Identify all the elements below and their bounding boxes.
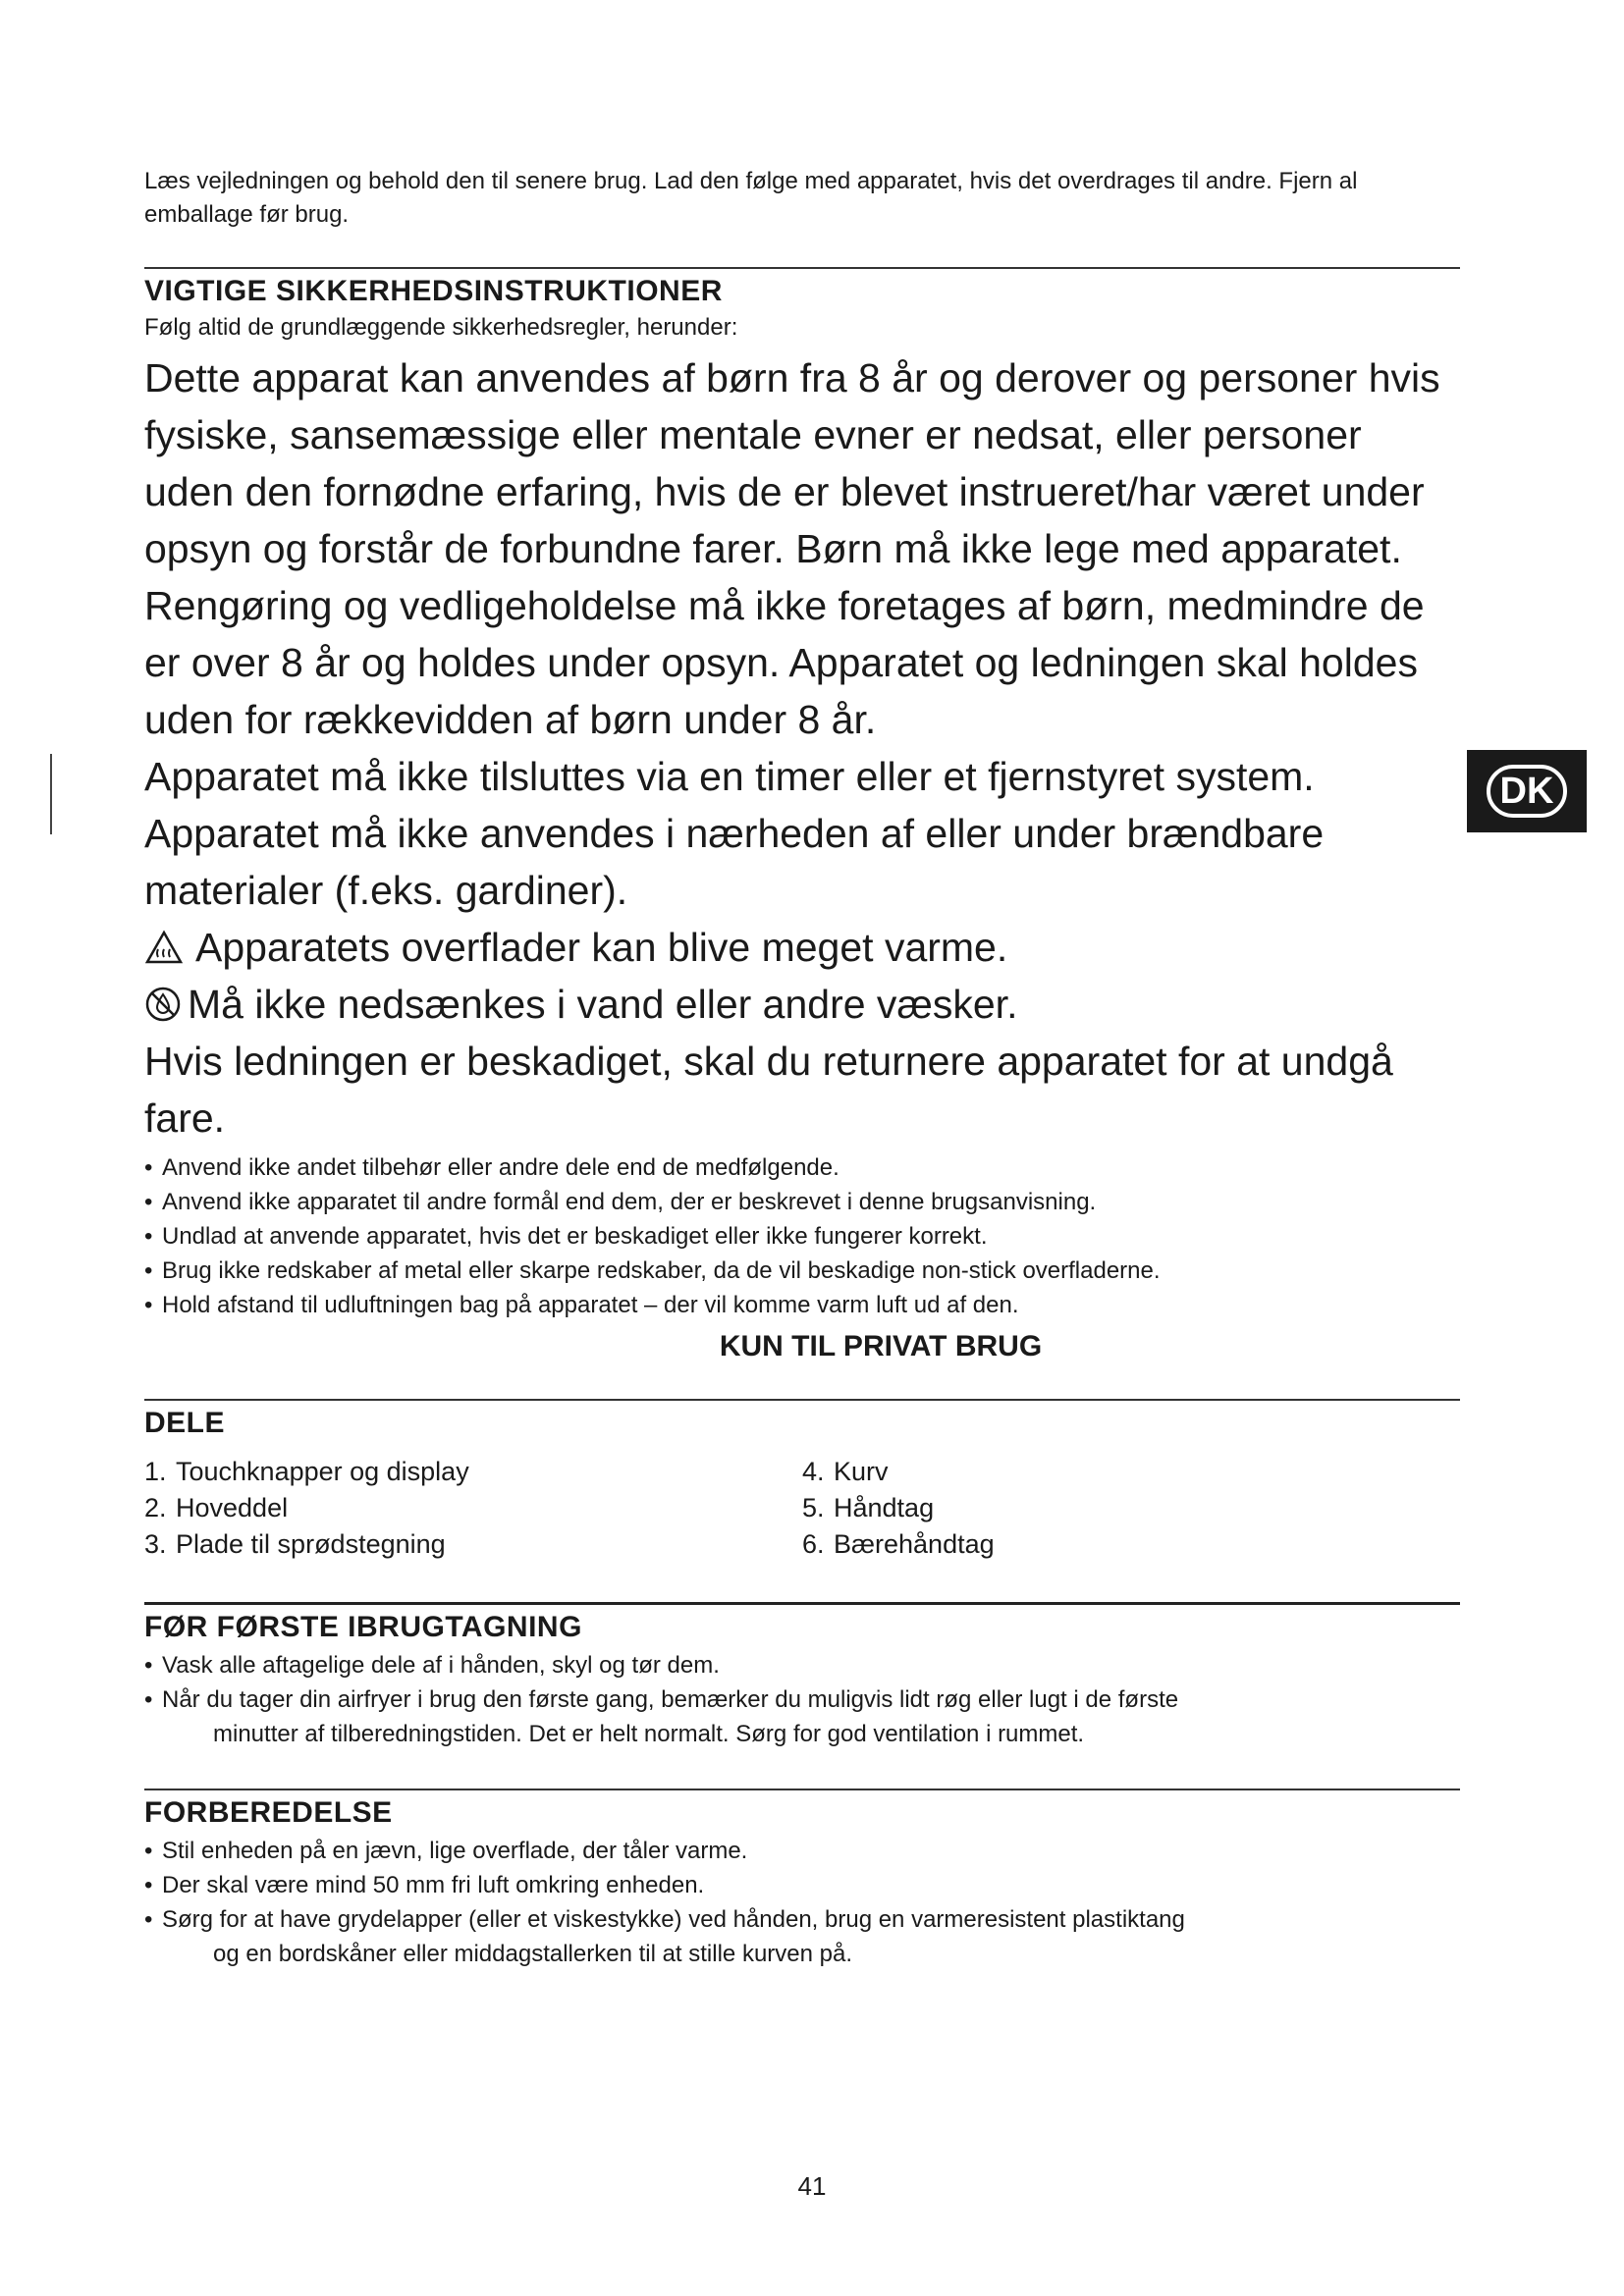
divider — [144, 1602, 1460, 1605]
divider — [144, 1399, 1460, 1401]
hot-surface-warning — [144, 919, 1460, 976]
item-number: 3. — [144, 1529, 167, 1559]
page-number: 41 — [797, 2171, 827, 2201]
first-use-heading: FØR FØRSTE IBRUGTAGNING — [144, 1611, 582, 1643]
item-number: 4. — [802, 1457, 825, 1486]
manual-page — [144, 165, 1460, 1971]
intro-text: Læs vejledningen og behold den til senere brug. Lad den følge med apparatet, hvis det overdrages til andre. Fjern al emballage før brug. — [144, 168, 1358, 228]
item-number: 6. — [802, 1529, 825, 1559]
safety-subtitle: Følg altid de grundlæggende sikkerhedsregler, herunder: — [144, 314, 738, 341]
list-item-text: Sørg for at have grydelapper (eller et viskestykke) ved hånden, brug en varmeresistent plastiktang — [162, 1906, 1185, 1933]
item-number: 1. — [144, 1457, 167, 1486]
item-label: Kurv — [834, 1457, 889, 1486]
hot-surface-text: Apparatets overflader kan blive meget varme. — [195, 925, 1008, 970]
parts-column — [144, 1454, 802, 1563]
parts-list — [144, 1454, 1460, 1563]
list-item-continuation: minutter af tilberedningstiden. Det er helt normalt. Sørg for god ventilation i rummet. — [213, 1721, 1085, 1747]
safety-paragraph: Apparatet må ikke tilsluttes via en timer eller et fjernstyret system. — [144, 754, 1315, 799]
list-item — [144, 1490, 802, 1526]
item-label: Touchknapper og display — [176, 1457, 469, 1486]
list-item: • Der skal være mind 50 mm fri luft omkring enheden. — [144, 1868, 1460, 1902]
language-badge: DK — [1487, 765, 1568, 818]
list-item — [144, 1526, 802, 1563]
list-item-continuation: og en bordskåner eller middagstallerken til at stille kurven på. — [213, 1941, 853, 1967]
list-item — [802, 1490, 1460, 1526]
safety-heading: VIGTIGE SIKKERHEDSINSTRUKTIONER — [144, 275, 723, 307]
list-item: • Anvend ikke andet tilbehør eller andre dele end de medfølgende. — [144, 1150, 1460, 1185]
water-warning-text: Må ikke nedsænkes i vand eller andre væsker. — [188, 982, 1018, 1027]
item-label: Hoveddel — [176, 1493, 289, 1522]
safety-paragraph: Hvis ledningen er beskadiget, skal du returnere apparatet for at undgå fare. — [144, 1039, 1393, 1141]
preparation-heading: FORBEREDELSE — [144, 1796, 393, 1829]
list-item: • Anvend ikke apparatet til andre formål end dem, der er beskrevet i denne brugsanvisning. — [144, 1185, 1460, 1219]
first-use-list — [144, 1648, 1460, 1751]
margin-mark — [50, 754, 52, 834]
list-item — [802, 1526, 1460, 1563]
safety-bullet-list — [144, 1150, 1460, 1322]
list-item: • Vask alle aftagelige dele af i hånden, skyl og tør dem. — [144, 1648, 1460, 1682]
list-item: • Stil enheden på en jævn, lige overflade, der tåler varme. — [144, 1834, 1460, 1868]
item-number: 5. — [802, 1493, 825, 1522]
list-item — [144, 1682, 1460, 1751]
list-item-text: Når du tager din airfryer i brug den første gang, bemærker du muligvis lidt røg eller lugt i de første — [162, 1686, 1179, 1713]
parts-heading: DELE — [144, 1407, 226, 1439]
no-immersion-icon — [144, 986, 182, 1023]
private-use-notice: KUN TIL PRIVAT BRUG — [719, 1330, 1043, 1362]
list-item — [144, 1454, 802, 1490]
divider — [144, 267, 1460, 269]
item-number: 2. — [144, 1493, 167, 1522]
item-label: Plade til sprødstegning — [176, 1529, 446, 1559]
list-item — [144, 1902, 1460, 1971]
item-label: Bærehåndtag — [834, 1529, 995, 1559]
safety-paragraph: Dette apparat kan anvendes af børn fra 8 år og derover og personer hvis fysiske, sansemæssige eller mentale evner er nedsat, eller personer uden den fornødne erfaring, hvis de er blevet instrueret/har været under opsyn og forstår de forbundne farer. Børn må ikke lege med apparatet. Rengøring og vedligeholdelse må ikke foretages af børn, medmindre de er over 8 år og holdes under opsyn. Apparatet og ledningen skal holdes uden for rækkevidden af børn under 8 år. — [144, 355, 1440, 742]
list-item: • Undlad at anvende apparatet, hvis det er beskadiget eller ikke fungerer korrekt. — [144, 1219, 1460, 1254]
hot-surface-warning-icon — [144, 930, 184, 965]
preparation-list — [144, 1834, 1460, 1971]
list-item — [802, 1454, 1460, 1490]
list-item: • Brug ikke redskaber af metal eller skarpe redskaber, da de vil beskadige non-stick overfladerne. — [144, 1254, 1460, 1288]
language-tab — [1467, 750, 1587, 832]
water-warning — [144, 976, 1460, 1033]
item-label: Håndtag — [834, 1493, 935, 1522]
safety-large-text — [144, 349, 1460, 1147]
divider — [144, 1789, 1460, 1790]
safety-paragraph: Apparatet må ikke anvendes i nærheden af eller under brændbare materialer (f.eks. gardiner). — [144, 811, 1325, 913]
parts-column — [802, 1454, 1460, 1563]
list-item: • Hold afstand til udluftningen bag på apparatet – der vil komme varm luft ud af den. — [144, 1288, 1460, 1322]
